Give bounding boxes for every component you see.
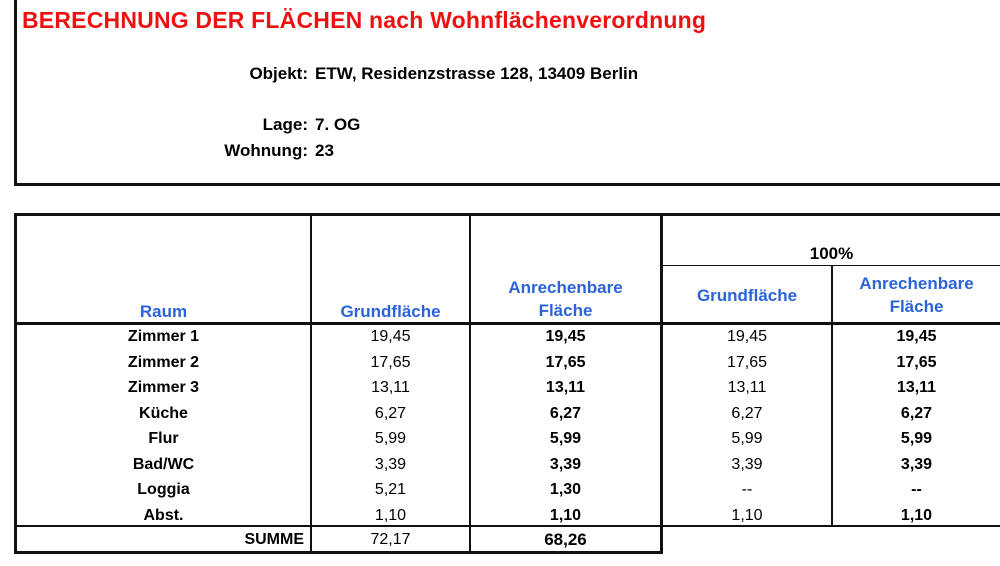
cell-anrechenbar-100: -- xyxy=(911,481,922,498)
cell-raum: Zimmer 1 xyxy=(127,328,200,345)
cell-anrechenbar-100: 1,10 xyxy=(900,506,933,524)
cell-raum: Zimmer 2 xyxy=(127,353,200,371)
cell-grundflaeche-100: 3,39 xyxy=(731,455,763,473)
cell-grundflaeche: 1,10 xyxy=(374,506,407,524)
cell-raum: Küche xyxy=(139,404,188,422)
wohnung-label: Wohnung: xyxy=(224,141,308,160)
cell-anrechenbar-100: 6,27 xyxy=(900,404,933,422)
cell-anrechenbar-100: 13,11 xyxy=(896,379,937,396)
header-group-100: 100% xyxy=(809,244,854,263)
header-anrechenbar-line2: Fläche xyxy=(538,301,593,320)
summe-label: SUMME xyxy=(244,531,304,548)
cell-grundflaeche-100: 17,65 xyxy=(726,353,768,371)
header-grundflaeche-100: Grundfläche xyxy=(696,286,798,305)
objekt-label: Objekt: xyxy=(249,64,308,83)
cell-grundflaeche-100: 13,11 xyxy=(727,379,767,396)
lage-label: Lage: xyxy=(262,115,308,134)
header-grundflaeche: Grundfläche xyxy=(340,302,441,321)
lage-value: 7. OG xyxy=(315,115,361,134)
objekt-row xyxy=(0,64,1000,86)
cell-raum: Abst. xyxy=(143,506,184,524)
header-anrechenbar-line1: Anrechenbare xyxy=(508,278,623,297)
cell-anrechenbar-100: 17,65 xyxy=(896,353,937,371)
cell-anrechenbar: 13,11 xyxy=(545,379,586,396)
cell-raum: Flur xyxy=(148,430,179,447)
cell-anrechenbar: 1,30 xyxy=(549,481,582,498)
cell-grundflaeche: 19,45 xyxy=(370,328,411,345)
cell-grundflaeche-100: 5,99 xyxy=(731,430,763,447)
cell-grundflaeche-100: 6,27 xyxy=(731,404,763,422)
cell-grundflaeche-100: 1,10 xyxy=(731,506,763,524)
cell-grundflaeche: 5,21 xyxy=(374,481,407,498)
cell-grundflaeche: 5,99 xyxy=(374,430,407,447)
wohnung-value: 23 xyxy=(315,141,334,160)
cell-grundflaeche-100: -- xyxy=(741,481,753,498)
table-top-border xyxy=(14,213,1000,216)
cell-anrechenbar-100: 3,39 xyxy=(900,455,933,473)
cell-grundflaeche-100: 19,45 xyxy=(726,328,768,345)
header-anrechenbar-100-line1: Anrechenbare xyxy=(859,274,974,293)
cell-anrechenbar: 17,65 xyxy=(545,353,586,371)
cell-anrechenbar: 1,10 xyxy=(549,506,582,524)
objekt-value: ETW, Residenzstrasse 128, 13409 Berlin xyxy=(315,64,639,83)
cell-raum: Loggia xyxy=(137,481,190,498)
cell-raum: Bad/WC xyxy=(132,455,195,473)
cell-raum: Zimmer 3 xyxy=(127,379,200,396)
header-anrechenbar-100-line2: Fläche xyxy=(889,297,944,316)
cell-grundflaeche: 3,39 xyxy=(374,455,407,473)
cell-anrechenbar: 5,99 xyxy=(549,430,582,447)
document-title: BERECHNUNG DER FLÄCHEN nach Wohnflächenverordnung xyxy=(22,7,707,33)
lage-row xyxy=(0,115,1000,137)
cell-anrechenbar-100: 5,99 xyxy=(900,430,933,447)
cell-grundflaeche: 17,65 xyxy=(370,353,411,371)
summe-anrechenbar: 68,26 xyxy=(544,530,587,549)
cell-grundflaeche: 13,11 xyxy=(371,379,410,396)
summe-grundflaeche: 72,17 xyxy=(370,531,411,548)
cell-anrechenbar: 6,27 xyxy=(549,404,582,422)
wohnung-row xyxy=(0,141,1000,163)
group-divider xyxy=(662,265,1000,266)
header-raum: Raum xyxy=(139,302,188,321)
cell-anrechenbar: 19,45 xyxy=(545,328,586,345)
cell-grundflaeche: 6,27 xyxy=(374,404,407,422)
cell-anrechenbar: 3,39 xyxy=(549,455,582,473)
cell-anrechenbar-100: 19,45 xyxy=(896,328,937,345)
